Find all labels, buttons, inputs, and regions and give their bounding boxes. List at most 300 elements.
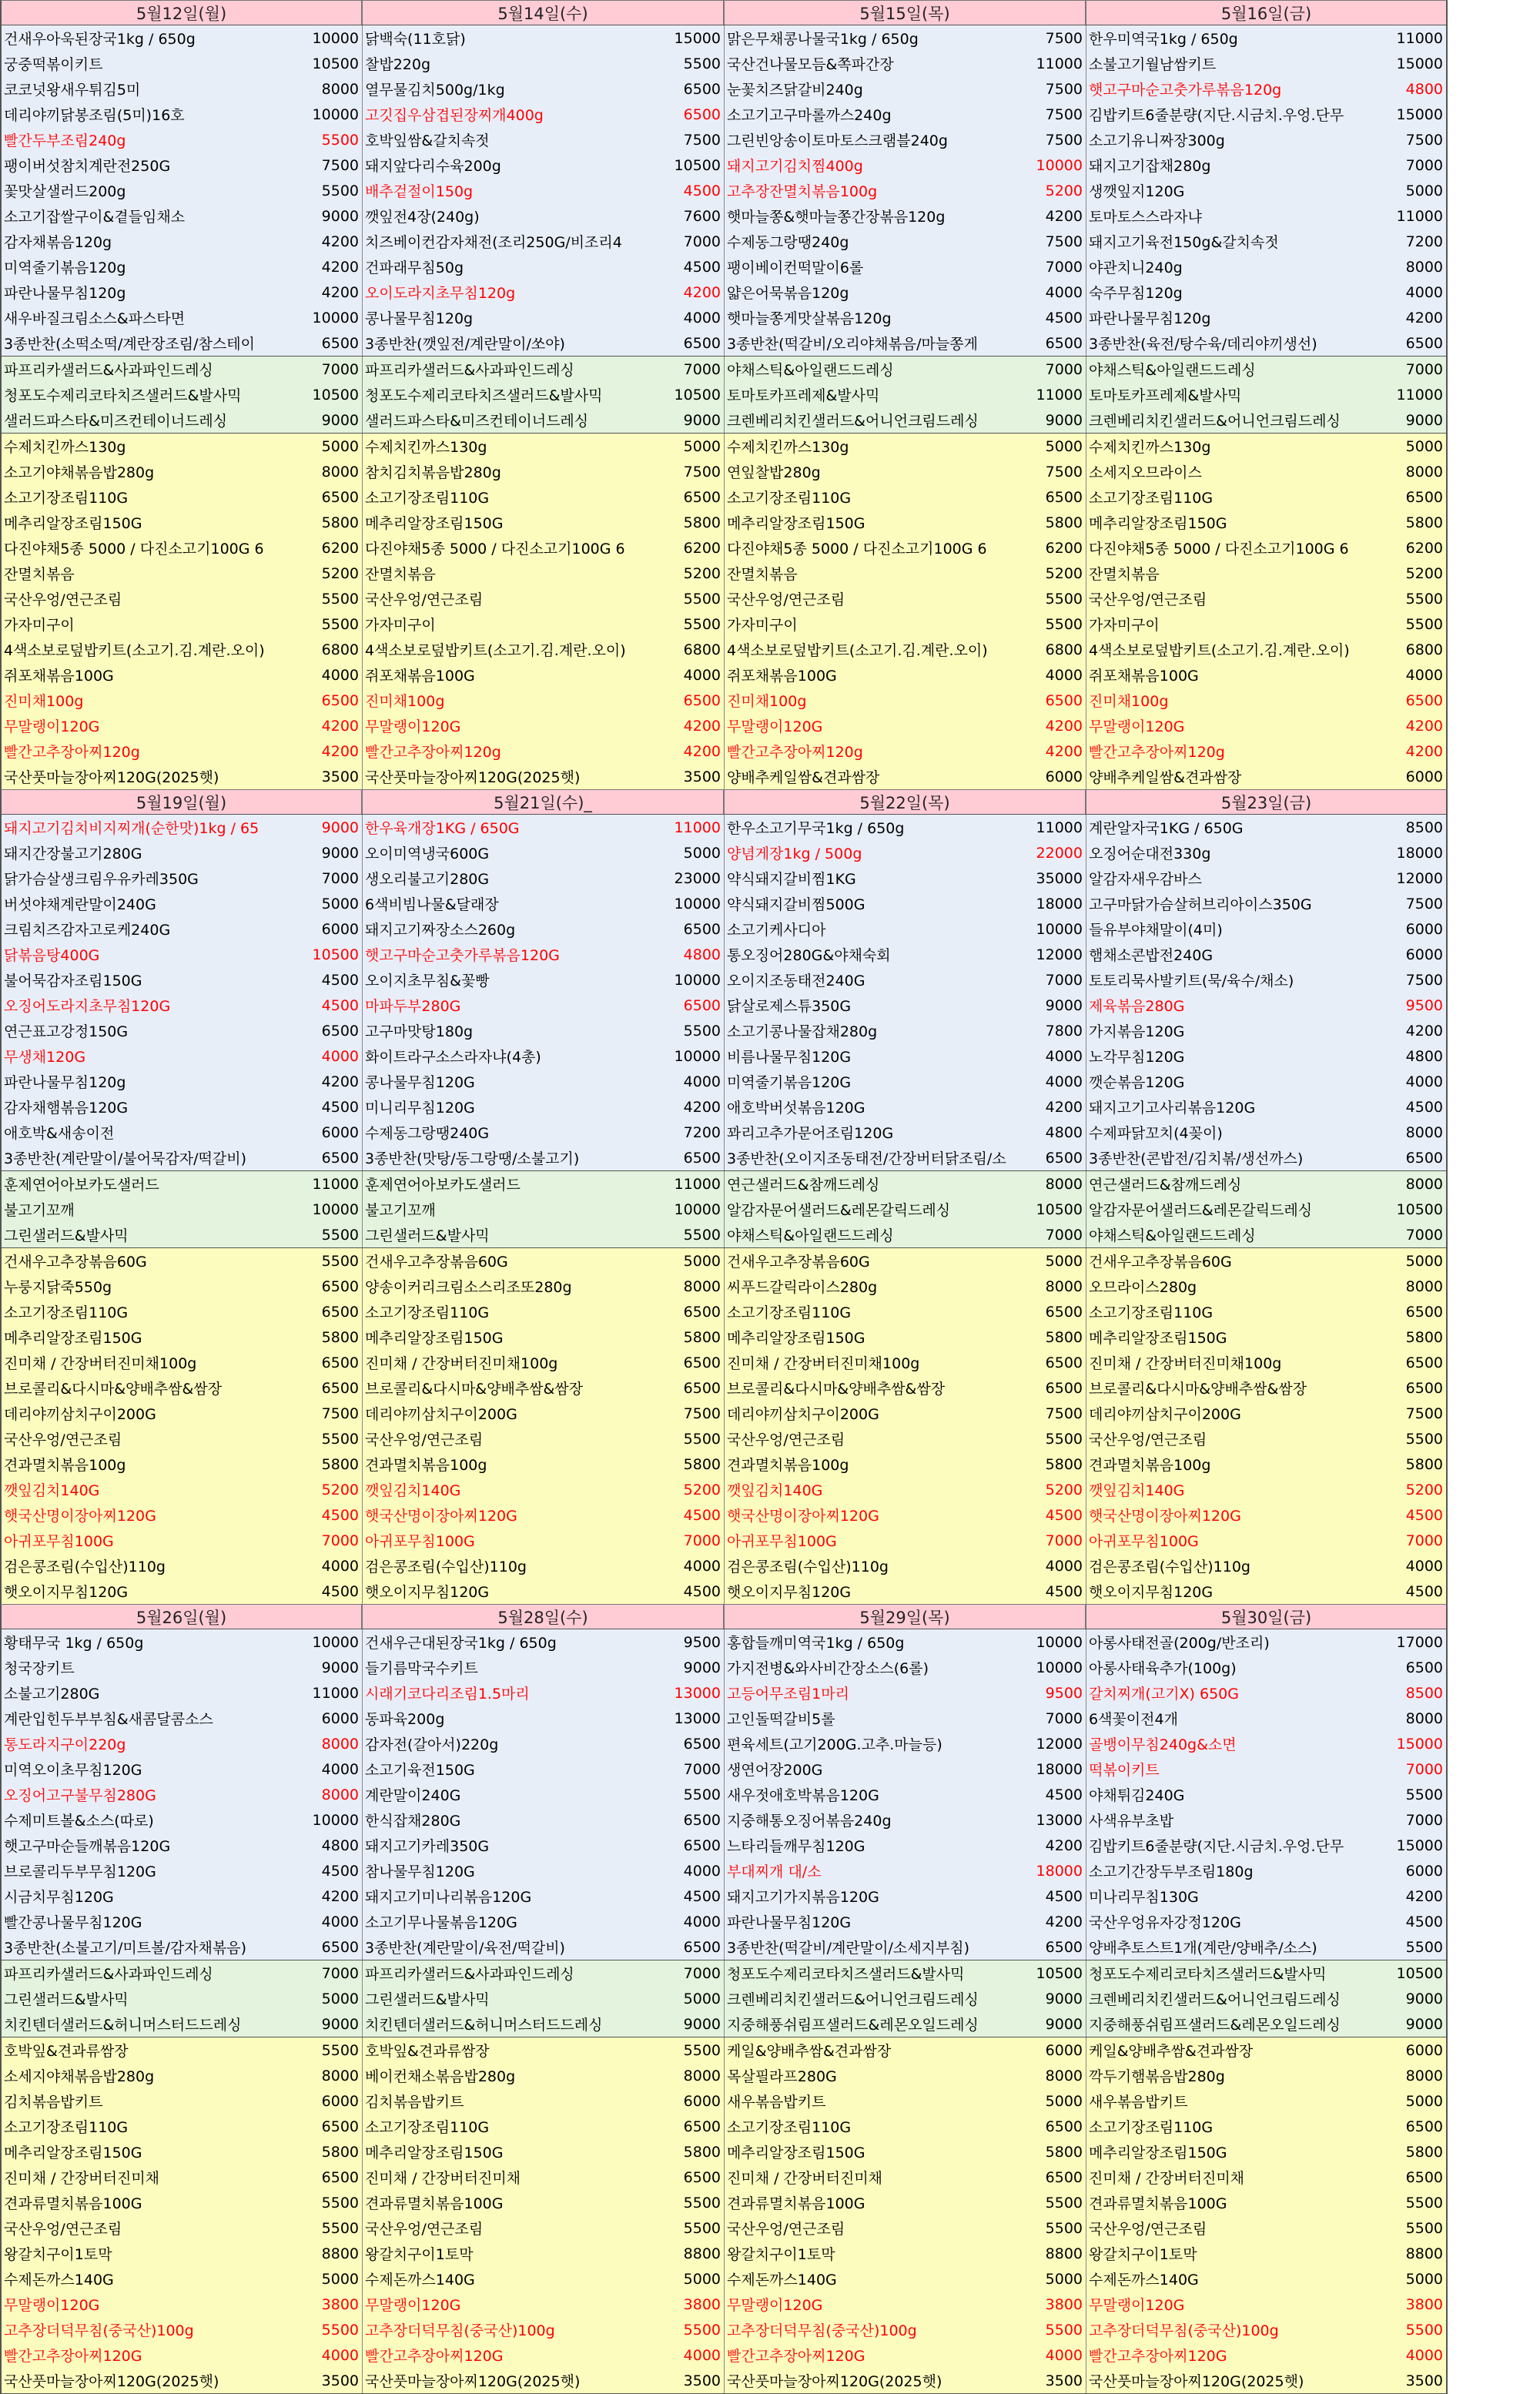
menu-item-price: 6500 [321, 1303, 359, 1321]
menu-item-row [363, 866, 724, 891]
menu-item-name: 국산풋마늘장아찌120G(2025햇) [1089, 2373, 1304, 2390]
menu-item-row [2, 891, 362, 916]
menu-item-name: 감자전(갈아서)220g [365, 1736, 499, 1753]
menu-item-name: 소고기장조림110G [1089, 1304, 1214, 1321]
menu-item-price: 9500 [1045, 1684, 1083, 1702]
menu-item-row [1086, 942, 1446, 967]
menu-item-name: 미역오이초무침120G [4, 1762, 142, 1779]
menu-item-row [725, 2215, 1086, 2241]
menu-item-name: 케일&양배추쌈&견과쌈장 [1089, 2043, 1254, 2060]
menu-item-price: 9000 [321, 2015, 359, 2033]
menu-item-price: 13000 [1036, 1811, 1083, 1829]
menu-item-row [725, 764, 1086, 789]
menu-item-name: 국산우엉/연근조림 [727, 591, 845, 608]
menu-item-row [725, 2139, 1086, 2165]
menu-item-name: 소고기장조림110G [365, 490, 490, 507]
menu-item-row [363, 434, 724, 459]
menu-item-row [2, 1756, 362, 1782]
menu-item-row [1086, 484, 1446, 510]
menu-item-row [363, 2139, 724, 2165]
menu-item-row [725, 434, 1086, 459]
menu-item-row [1086, 1960, 1446, 1986]
menu-item-name: 국산풋마늘장아찌120G(2025햇) [365, 769, 581, 786]
day-column [724, 357, 1086, 433]
menu-item-name: 국산우엉/연근조림 [4, 2221, 122, 2238]
menu-item-price: 5500 [1045, 590, 1083, 608]
menu-item-name: 무말랭이120G [4, 2297, 100, 2314]
menu-item-row [2, 2190, 362, 2215]
menu-item-name: 진미채100g [4, 693, 84, 710]
menu-item-name: 3종반찬(떡갈비/오리야채볶음/마늘쫑게 [727, 336, 978, 353]
day-column [724, 815, 1086, 1170]
menu-item-price: 6500 [321, 1277, 359, 1295]
menu-item-price: 4800 [683, 946, 721, 963]
menu-item-name: 건새우고추장볶음60G [4, 1254, 147, 1271]
menu-item-row [1086, 688, 1446, 713]
menu-item-price: 5800 [321, 2143, 359, 2161]
menu-item-name: 수제돈까스140G [1089, 2272, 1199, 2289]
menu-item-row [363, 1069, 724, 1094]
menu-item-row [725, 586, 1086, 611]
menu-item-name: 6색꽃이전4개 [1089, 1711, 1178, 1728]
menu-item-row [2, 1807, 362, 1833]
menu-item-price: 4000 [683, 1073, 721, 1090]
day-column [0, 815, 362, 1170]
menu-item-price: 8800 [1405, 2245, 1443, 2262]
menu-item-name: 한식잡채280G [365, 1813, 461, 1830]
menu-item-row [725, 76, 1086, 102]
menu-item-name: 코코넛왕새우튀김5미 [4, 82, 141, 99]
menu-item-price: 10000 [312, 29, 359, 47]
menu-item-name: 그린샐러드&발사믹 [4, 1991, 129, 2008]
menu-item-price: 4000 [683, 1862, 721, 1880]
menu-item-price: 3800 [683, 2295, 721, 2313]
menu-item-row [725, 967, 1086, 993]
menu-item-price: 6500 [683, 996, 721, 1014]
menu-item-row [2, 2342, 362, 2368]
menu-item-row [363, 1197, 724, 1222]
menu-item-row [1086, 916, 1446, 942]
day-column [362, 1960, 724, 2037]
menu-item-price: 7000 [1405, 1226, 1443, 1244]
menu-item-row [725, 1934, 1086, 1960]
menu-item-name: 국산우엉/연근조림 [4, 591, 122, 608]
menu-item-row [725, 484, 1086, 510]
day-column [362, 357, 724, 433]
menu-item-row [1086, 76, 1446, 102]
day-column [1086, 1171, 1448, 1247]
menu-item-price: 3800 [1045, 2295, 1083, 2313]
menu-item-name: 마파두부280G [365, 998, 461, 1015]
menu-item-price: 13000 [674, 1684, 721, 1702]
menu-item-price: 9000 [321, 411, 359, 429]
menu-item-name: 계란입힌두부부침&새콤달콤소스 [4, 1711, 213, 1728]
menu-item-name: 데리야끼삼치구이200G [365, 1406, 517, 1423]
menu-item-name: 노각무침120G [1089, 1049, 1185, 1066]
menu-item-name: 다진야채5종 5000 / 다진소고기100G 6 [365, 541, 625, 557]
menu-item-name: 미니리무침120G [365, 1100, 475, 1117]
day-column [0, 1629, 362, 1960]
menu-item-name: 브로콜리&다시마&양배추쌈&쌈장 [1089, 1381, 1307, 1398]
menu-item-row [2, 1120, 362, 1145]
menu-item-name: 김치볶음밥키트 [365, 2094, 464, 2111]
menu-item-row [363, 2063, 724, 2088]
menu-item-row [363, 840, 724, 866]
menu-item-price: 6000 [1405, 920, 1443, 938]
menu-item-name: 메추리알장조림150G [365, 515, 504, 532]
menu-item-name: 계란말이240G [365, 1787, 461, 1804]
menu-item-name: 김치볶음밥키트 [4, 2094, 103, 2111]
menu-item-name: 쥐포채볶음100G [727, 668, 837, 685]
menu-item-name: 청포도수제리코타치즈샐러드&발사믹 [1089, 1966, 1327, 1983]
menu-item-price: 12000 [1036, 1735, 1083, 1753]
menu-item-name: 고추장더덕무침(중국산)100g [1089, 2322, 1279, 2339]
menu-item-row [2, 330, 362, 356]
menu-item-name: 버섯야채계란말이240G [4, 896, 156, 913]
menu-item-price: 5500 [1405, 2219, 1443, 2237]
menu-item-name: 돼지고기고사리볶음120G [1089, 1100, 1256, 1117]
menu-item-row [363, 2266, 724, 2292]
menu-item-row [2, 1909, 362, 1934]
menu-item-row [725, 407, 1086, 433]
menu-item-price: 6500 [321, 334, 359, 352]
day-column [1086, 1960, 1448, 2037]
menu-item-name: 소불고기280G [4, 1686, 100, 1703]
menu-item-name: 무말랭이120G [365, 718, 461, 735]
menu-item-row [725, 1883, 1086, 1909]
menu-item-row [2, 1579, 362, 1604]
menu-item-name: 4색소보로덮밥키트(소고기.김.계란.오이) [4, 642, 265, 659]
menu-item-row [363, 1043, 724, 1069]
menu-item-name: 국산우엉/연근조림 [1089, 2221, 1207, 2238]
menu-item-name: 돼지간장불고기280G [4, 845, 142, 862]
menu-item-price: 10000 [674, 1200, 721, 1218]
menu-item-price: 5800 [683, 1328, 721, 1346]
menu-item-price: 7000 [1045, 360, 1083, 378]
menu-item-price: 6000 [321, 2092, 359, 2110]
menu-section-yellow [0, 433, 1448, 789]
menu-item-row [725, 1018, 1086, 1043]
menu-item-name: 파프리카샐러드&사과파인드레싱 [4, 1966, 213, 1983]
menu-item-price: 6500 [1045, 2168, 1083, 2186]
menu-item-row [725, 1680, 1086, 1706]
menu-item-row [363, 2088, 724, 2114]
menu-item-price: 6500 [683, 1837, 721, 1854]
menu-item-price: 5000 [1045, 437, 1083, 455]
menu-item-name: 잔멸치볶음 [365, 566, 436, 583]
menu-item-row [1086, 1807, 1446, 1833]
menu-item-name: 검은콩조림(수입산)110g [1089, 1559, 1250, 1575]
menu-item-price: 4500 [1405, 1913, 1443, 1930]
menu-item-price: 5200 [321, 564, 359, 582]
menu-item-price: 4200 [321, 742, 359, 760]
menu-item-name: 양배추케일쌈&견과쌈장 [1089, 769, 1242, 786]
menu-item-row [725, 713, 1086, 738]
menu-item-name: 양념게장1kg / 500g [727, 845, 862, 862]
menu-item-price: 8000 [683, 2067, 721, 2084]
menu-item-row [2, 178, 362, 203]
menu-item-row [725, 1960, 1086, 1986]
menu-item-name: 깻잎전4장(240g) [365, 209, 480, 226]
menu-item-row [363, 713, 724, 738]
menu-item-row [1086, 2342, 1446, 2368]
menu-item-price: 3500 [321, 768, 359, 785]
menu-item-price: 6500 [1405, 2118, 1443, 2135]
menu-item-name: 국산우엉/연근조림 [727, 2221, 845, 2238]
menu-item-price: 4500 [321, 971, 359, 989]
menu-item-price: 9000 [1045, 2015, 1083, 2033]
menu-item-row [2, 2011, 362, 2037]
menu-item-row [1086, 1018, 1446, 1043]
menu-item-price: 10000 [1036, 920, 1083, 938]
menu-item-name: 고구마맛탕180g [365, 1023, 474, 1040]
menu-item-name: 햇국산명이장아찌120G [4, 1508, 156, 1525]
menu-item-row [363, 2241, 724, 2266]
menu-item-price: 4800 [1045, 1123, 1083, 1141]
menu-item-name: 돼지고기육전150g&갈치속젓 [1089, 234, 1279, 251]
menu-item-row [363, 2368, 724, 2393]
menu-item-row [363, 51, 724, 76]
menu-item-price: 4000 [683, 1557, 721, 1575]
menu-item-name: 감자채햄볶음120G [4, 1100, 129, 1117]
menu-item-row [1086, 1401, 1446, 1426]
menu-item-row [363, 561, 724, 586]
menu-item-price: 17000 [1396, 1633, 1443, 1651]
menu-item-name: 부대찌개 대/소 [727, 1863, 822, 1880]
menu-item-price: 5800 [683, 2143, 721, 2161]
menu-item-row [725, 1043, 1086, 1069]
menu-item-name: 가자미구이 [365, 617, 436, 634]
menu-item-row [2, 1350, 362, 1375]
menu-item-price: 5800 [321, 514, 359, 531]
menu-item-name: 국산풋마늘장아찌120G(2025햇) [365, 2373, 581, 2390]
menu-item-name: 소고기잡쌀구이&곁들임채소 [4, 209, 186, 226]
menu-item-row [2, 1680, 362, 1706]
menu-item-price: 3500 [1405, 2372, 1443, 2389]
menu-item-row [363, 2317, 724, 2342]
menu-item-name: 새우볶음밥키트 [727, 2094, 826, 2111]
menu-item-price: 5000 [1045, 1252, 1083, 1270]
menu-item-price: 5500 [1405, 2194, 1443, 2212]
menu-item-name: 소고기장조림110G [4, 1304, 129, 1321]
menu-item-price: 6500 [1405, 1354, 1443, 1371]
menu-item-name: 연잎찰밥280g [727, 464, 821, 481]
menu-item-price: 6500 [1045, 1379, 1083, 1397]
menu-item-row [363, 76, 724, 102]
menu-item-price: 6000 [321, 920, 359, 938]
menu-item-name: 오이지초무침&꽃빵 [365, 973, 490, 989]
menu-item-name: 들기름막국수키트 [365, 1660, 478, 1677]
menu-item-name: 진미채 / 간장버터진미채 [4, 2170, 160, 2187]
menu-item-name: 닭백숙(11호닭) [365, 31, 466, 48]
menu-item-name: 치즈베이컨감자채전(조리250G/비조리4 [365, 234, 622, 251]
menu-item-name: 메추리알장조림150G [1089, 1330, 1227, 1347]
menu-item-name: 파프리카샐러드&사과파인드레싱 [4, 362, 213, 379]
menu-item-name: 견과멸치볶음100g [727, 1457, 849, 1474]
menu-item-price: 13000 [674, 1709, 721, 1727]
menu-item-price: 6500 [683, 1379, 721, 1397]
menu-item-row [1086, 738, 1446, 764]
menu-item-row [1086, 305, 1446, 330]
menu-item-row [363, 1731, 724, 1756]
menu-item-price: 4500 [1045, 1506, 1083, 1524]
menu-item-price: 5800 [683, 514, 721, 531]
menu-item-row [363, 1477, 724, 1502]
menu-item-name: 연근표고강정150G [4, 1023, 129, 1040]
menu-item-name: 국산우엉/연근조림 [1089, 1431, 1207, 1448]
menu-item-name: 약식돼지갈비찜500G [727, 896, 865, 913]
menu-item-price: 6500 [1405, 2168, 1443, 2186]
menu-item-name: 브로콜리&다시마&양배추쌈&쌈장 [365, 1381, 584, 1398]
menu-item-name: 소고기육전150G [365, 1762, 475, 1779]
menu-item-name: 동파육200g [365, 1711, 445, 1728]
menu-item-row [363, 305, 724, 330]
menu-item-name: 무말랭이120G [1089, 718, 1185, 735]
menu-item-price: 6500 [1405, 1379, 1443, 1397]
menu-item-row [1086, 25, 1446, 51]
menu-item-name: 가지전병&와사비간장소스(6롤) [727, 1660, 929, 1677]
menu-item-row [725, 891, 1086, 916]
menu-item-price: 15000 [1396, 1735, 1443, 1753]
menu-item-price: 5500 [683, 2194, 721, 2212]
menu-item-row [363, 1629, 724, 1655]
menu-item-name: 크렌베리치킨샐러드&어니언크림드레싱 [1089, 413, 1341, 430]
menu-item-row [725, 1274, 1086, 1299]
day-header: 5월21일(수)_ [362, 789, 724, 814]
menu-item-price: 8000 [1045, 1175, 1083, 1193]
menu-item-price: 5000 [683, 1252, 721, 1270]
menu-item-price: 5500 [321, 1430, 359, 1448]
menu-item-row [1086, 1833, 1446, 1858]
menu-item-price: 5000 [321, 437, 359, 455]
menu-item-price: 4200 [1045, 1098, 1083, 1116]
menu-item-name: 수제돈까스140G [4, 2272, 114, 2289]
menu-item-name: 닭살로제스튜350G [727, 998, 852, 1015]
menu-item-price: 5500 [683, 1022, 721, 1040]
menu-item-price: 5500 [1045, 615, 1083, 633]
menu-item-name: 화이트라구소스라자냐(4총) [365, 1049, 541, 1066]
menu-item-price: 5500 [1045, 1430, 1083, 1448]
menu-item-row [2, 1145, 362, 1170]
menu-item-price: 9000 [1405, 1990, 1443, 2007]
menu-item-row [1086, 2266, 1446, 2292]
menu-item-name: 진미채 / 간장버터진미채100g [1089, 1355, 1282, 1372]
menu-section-blue [0, 1629, 1448, 1960]
menu-item-price: 4500 [321, 1506, 359, 1524]
menu-item-row [2, 25, 362, 51]
menu-item-price: 6500 [683, 105, 721, 123]
menu-item-name: 건새우아욱된장국1kg / 650g [4, 31, 196, 48]
menu-item-price: 7000 [1045, 1709, 1083, 1727]
menu-item-price: 5200 [1045, 564, 1083, 582]
menu-item-row [363, 127, 724, 152]
menu-item-row [725, 1145, 1086, 1170]
menu-item-row [1086, 459, 1446, 484]
menu-item-price: 4000 [321, 1760, 359, 1778]
menu-item-price: 4000 [1405, 283, 1443, 301]
menu-item-name: 견과멸치볶음100g [365, 1457, 487, 1474]
menu-item-row [363, 1909, 724, 1934]
menu-item-name: 국산우엉/연근조림 [365, 2221, 484, 2238]
menu-item-price: 6500 [683, 80, 721, 98]
menu-item-row [1086, 840, 1446, 866]
menu-item-price: 10000 [312, 1811, 359, 1829]
menu-item-row [725, 127, 1086, 152]
menu-item-row [725, 1248, 1086, 1274]
menu-item-name: 야채스틱&아일랜드드레싱 [1089, 1227, 1256, 1244]
menu-item-row [2, 127, 362, 152]
menu-item-row [725, 2190, 1086, 2215]
menu-item-row [1086, 330, 1446, 356]
menu-item-price: 5500 [321, 1252, 359, 1270]
menu-item-row [725, 1706, 1086, 1731]
menu-item-row [725, 738, 1086, 764]
menu-item-price: 6500 [321, 2118, 359, 2135]
menu-item-price: 6500 [1045, 691, 1083, 709]
menu-item-price: 7000 [1405, 1760, 1443, 1778]
menu-item-row [725, 942, 1086, 967]
menu-item-row [2, 2088, 362, 2114]
menu-item-name: 다진야채5종 5000 / 다진소고기100G 6 [1089, 541, 1349, 557]
menu-item-name: 돼지고기가지볶음120G [727, 1889, 879, 1906]
menu-item-price: 10000 [312, 1200, 359, 1218]
menu-item-row [725, 561, 1086, 586]
menu-item-name: 국산우엉/연근조림 [365, 591, 484, 608]
menu-item-name: 메추리알장조림150G [365, 2145, 504, 2161]
menu-item-name: 토토리묵사발키트(묵/육수/채소) [1089, 973, 1294, 989]
menu-item-name: 지중해통오징어볶음240g [727, 1813, 892, 1830]
menu-item-price: 9500 [1405, 996, 1443, 1014]
menu-item-row [1086, 1629, 1446, 1655]
menu-item-price: 4000 [1405, 2346, 1443, 2364]
menu-item-price: 7500 [1405, 131, 1443, 149]
menu-item-price: 5500 [683, 2321, 721, 2339]
menu-item-name: 아귀포무침100G [1089, 1533, 1199, 1550]
menu-item-row [1086, 2063, 1446, 2088]
menu-item-name: 소고기장조림110G [727, 490, 852, 507]
menu-item-name: 소고기콩나물잡채280g [727, 1023, 878, 1040]
menu-item-name: 야관치니240g [1089, 259, 1183, 276]
menu-item-row [725, 1171, 1086, 1197]
menu-item-row [2, 815, 362, 840]
menu-item-price: 4800 [321, 1837, 359, 1854]
menu-item-row [2, 434, 362, 459]
menu-item-price: 11000 [674, 819, 721, 836]
menu-item-name: 소고기장조림110G [4, 490, 129, 507]
menu-item-price: 4200 [321, 283, 359, 301]
menu-item-name: 견과류멸치볶음100G [4, 2195, 142, 2212]
menu-item-name: 불어묵감자조림150G [4, 973, 142, 989]
menu-item-row [1086, 1222, 1446, 1247]
menu-item-price: 3500 [1045, 2372, 1083, 2389]
menu-item-name: 파란나물무침120G [727, 1914, 852, 1931]
menu-section-blue [0, 25, 1448, 356]
menu-item-row [363, 330, 724, 356]
menu-item-price: 7000 [1405, 1811, 1443, 1829]
menu-item-row [2, 1655, 362, 1680]
day-column [0, 434, 362, 789]
menu-item-price: 8000 [1405, 1123, 1443, 1141]
menu-item-name: 청포도수제리코타치즈샐러드&발사믹 [365, 387, 603, 404]
menu-item-price: 4200 [321, 1073, 359, 1090]
day-column [362, 25, 724, 356]
menu-item-row [2, 254, 362, 280]
menu-item-price: 9000 [321, 1659, 359, 1676]
menu-item-price: 4800 [1405, 1047, 1443, 1065]
menu-item-price: 9000 [321, 819, 359, 836]
menu-item-name: 수제치킨까스130g [727, 439, 849, 456]
menu-item-price: 8000 [1405, 1277, 1443, 1295]
